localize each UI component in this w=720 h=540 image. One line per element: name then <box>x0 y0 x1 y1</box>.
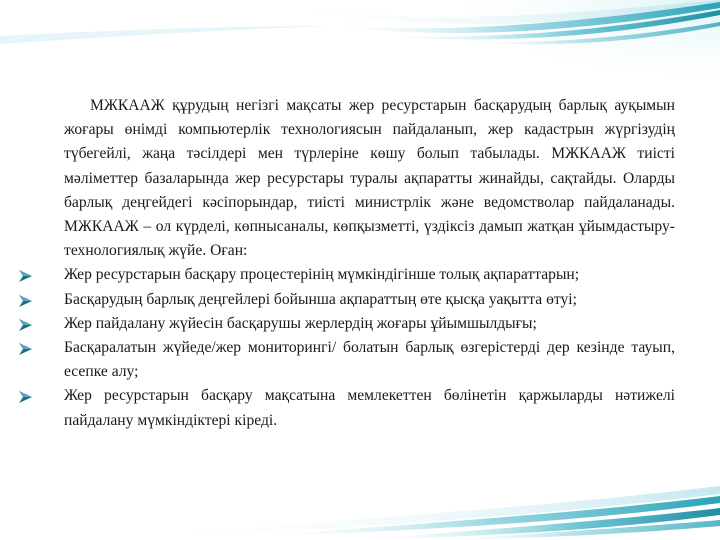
bullet-item <box>64 336 675 384</box>
arrowhead-bullet-icon <box>19 270 32 282</box>
bullet-item <box>64 384 675 432</box>
arrowhead-bullet-icon <box>19 391 32 403</box>
intro-paragraph: МЖКААЖ құрудың негізгі мақсаты жер ресурстарын басқарудың барлық ауқымын жоғары өнімді компьютерлік технологиясын пайдаланып, жер кадастрын жүргізудің түбегейлі, жаңа тәсілдері мен түрлеріне көшу болып табылады. МЖКААЖ тиісті мәліметтер базаларында жер ресурстары туралы ақпаратты жинайды, сақтайды. Оларды барлық деңгейдегі кәсіпорындар, тиісті министрлік және ведомстволар пайдаланады. МЖКААЖ – ол күрделі, көпнысаналы, көпқызметті, үздіксіз дамып жатқан ұйымдастыру-технологиялық жүйе. Оған: <box>64 97 675 260</box>
swoosh-upper-left <box>0 26 330 44</box>
bullet-text: Жер ресурстарын басқару процестерінің мүмкіндігінше толық ақпараттарын; <box>64 266 580 284</box>
bullet-item <box>64 312 675 336</box>
bullet-text: Жер ресурстарын басқару мақсатына мемлекеттен бөлінетін қаржыларды нәтижелі пайдалану мүмкіндіктері кіреді. <box>64 387 675 429</box>
bullet-list <box>64 263 675 432</box>
bullet-text: Басқарудың барлық деңгейлері бойынша ақпараттың өте қысқа уақытта өтуі; <box>64 290 577 308</box>
bullet-item <box>64 288 675 312</box>
bullet-text: Басқаралатын жүйеде/жер мониторингі/ болатын барлық өзгерістерді дер кезінде тауып, есепке алу; <box>64 339 675 381</box>
arrowhead-bullet-icon <box>19 319 32 331</box>
bullet-item <box>64 263 675 287</box>
arrowhead-bullet-icon <box>19 343 32 355</box>
arrowhead-bullet-icon <box>19 295 32 307</box>
slide-body <box>64 94 675 433</box>
bullet-text: Жер пайдалану жүйесін басқарушы жерлердің жоғары ұйымшылдығы; <box>64 314 537 332</box>
